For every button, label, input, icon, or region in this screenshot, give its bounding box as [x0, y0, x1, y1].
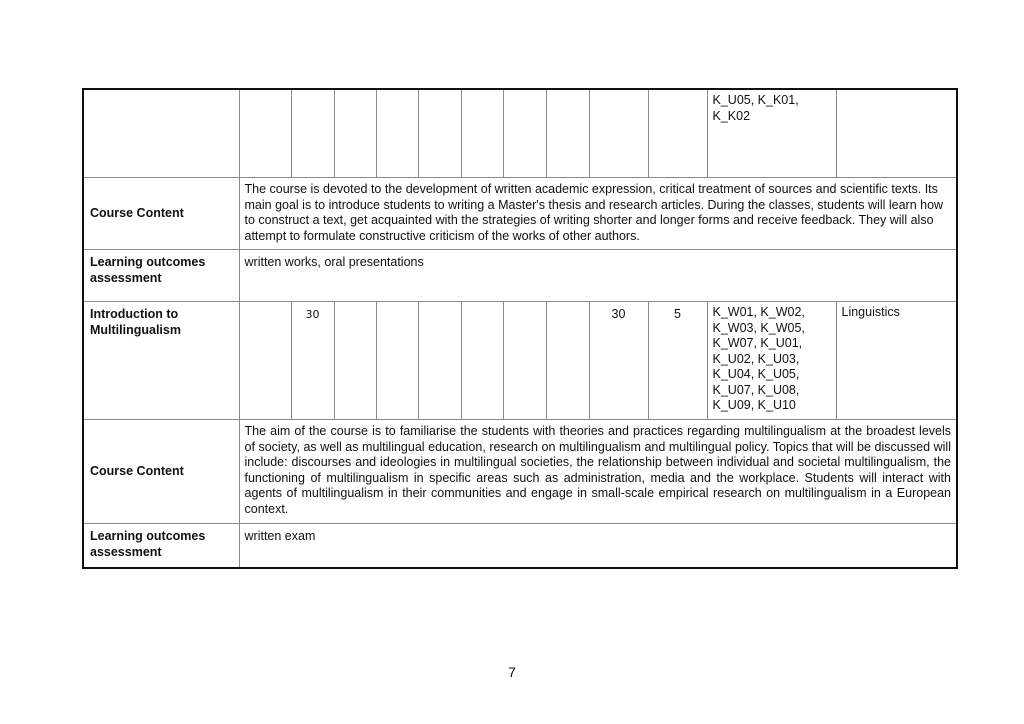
total-hours-cell: [589, 89, 648, 178]
course-content-text: The course is devoted to the development of written academic expression, critical treatment of sources and scientific texts. Its main goal is to introduce students to writing a Master's thesis and research articles. During the classes, students will learn how to construct a text, get acquainted with the strategies of writing shorter and longer forms and receive feedback. They will also attempt to formulate constructive criticism of the works of other authors.: [239, 178, 957, 250]
table-row-assessment: [83, 524, 957, 569]
hours-cell: [418, 89, 461, 178]
ects-cell: [648, 89, 707, 178]
hours-cell: 30: [291, 302, 334, 420]
table-row-assessment: [83, 250, 957, 302]
table-row-course-content: [83, 178, 957, 250]
course-table: [82, 88, 958, 569]
hours-cell: [461, 89, 503, 178]
course-content-text: The aim of the course is to familiarise the students with theories and practices regarding multilingualism at the broadest levels of society, as well as multilingual education, research on multilingualism and multilingual policy. Topics that will be discussed will include: discourses and ideologies in multilingual societies, the relationship between individual and societal multilingualism, the functioning of multilingualism in specific areas such as administration, media and the workplace. Students will interact with agents of multilingualism in their communities and engage in small-scale empirical research on multilingualism in a European context.: [239, 420, 957, 524]
hours-cell: [239, 302, 291, 420]
table-row-continued-course: [83, 89, 957, 178]
page-number: 7: [508, 664, 516, 680]
assessment-label: Learning outcomes assessment: [83, 250, 239, 302]
total-hours-cell: 30: [589, 302, 648, 420]
hours-cell: [546, 89, 589, 178]
hours-cell: [418, 302, 461, 420]
hours-cell: [291, 89, 334, 178]
assessment-label: Learning outcomes assessment: [83, 524, 239, 569]
hours-cell: [461, 302, 503, 420]
learning-outcomes-codes-cell: K_W01, K_W02, K_W03, K_W05, K_W07, K_U01, K_U02, K_U03, K_U04, K_U05, K_U07, K_U08, K_U09, K_U10: [707, 302, 836, 420]
learning-outcomes-codes-cell: K_U05, K_K01, K_K02: [707, 89, 836, 178]
hours-cell: [334, 89, 376, 178]
assessment-text: written exam: [239, 524, 957, 569]
discipline-cell: Linguistics: [836, 302, 957, 420]
discipline-cell: [836, 89, 957, 178]
hours-cell: [546, 302, 589, 420]
hours-cell: [503, 302, 546, 420]
ects-cell: 5: [648, 302, 707, 420]
assessment-text: written works, oral presentations: [239, 250, 957, 302]
hours-cell: [376, 89, 418, 178]
course-name-cell: Introduction to Multilingualism: [83, 302, 239, 420]
hours-cell: [239, 89, 291, 178]
course-content-label: Course Content: [83, 178, 239, 250]
hours-cell: [334, 302, 376, 420]
hours-cell: [503, 89, 546, 178]
table-row-course-content: [83, 420, 957, 524]
table-row-course: [83, 302, 957, 420]
hours-cell: [376, 302, 418, 420]
course-name-cell: [83, 89, 239, 178]
course-content-label: Course Content: [83, 420, 239, 524]
